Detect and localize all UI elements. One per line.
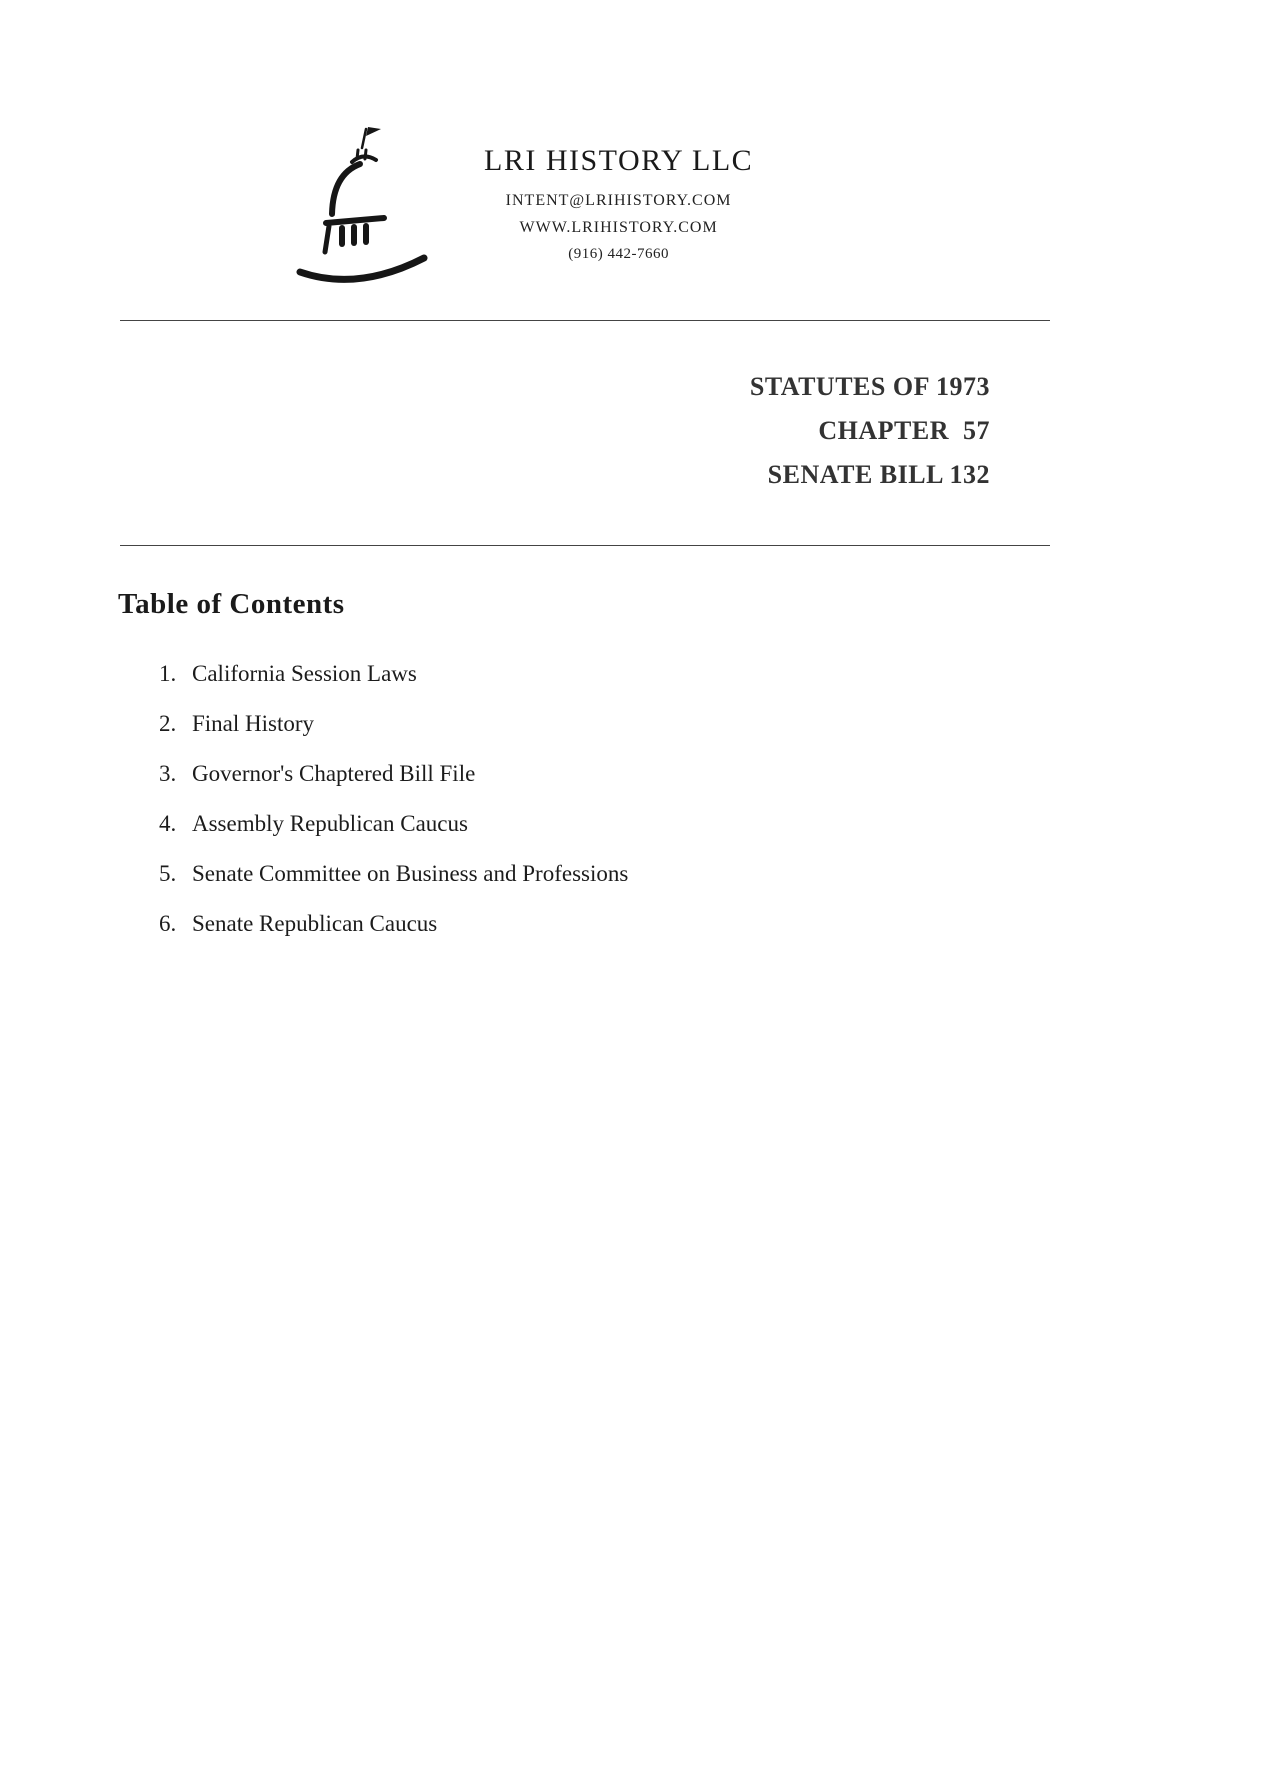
capitol-dome-logo-icon [296,126,436,286]
company-name: LRI HISTORY LLC [484,144,754,177]
toc-item: 4. Assembly Republican Caucus [182,811,1276,837]
toc-item: 3. Governor's Chaptered Bill File [182,761,1276,787]
company-block [484,144,753,272]
statutes-line: STATUTES OF 1973 [749,372,990,401]
letterhead [296,126,1276,286]
chapter-line: CHAPTER 57 [818,416,990,445]
divider-top [120,320,1050,321]
toc-item: 2. Final History [182,711,1276,737]
toc-item: 6. Senate Republican Caucus [182,911,1276,937]
divider-bottom [120,545,1050,546]
senate-bill-line: SENATE BILL 132 [767,460,990,489]
toc-item: 5. Senate Committee on Business and Professions [182,861,1276,887]
toc-item: 1. California Session Laws [182,661,1276,687]
company-email: INTENT@LRIHISTORY.COM [505,192,732,209]
document-title-block [0,365,990,497]
company-phone: (916) 442-7660 [568,246,669,262]
toc-heading: Table of Contents [118,588,345,620]
company-website: WWW.LRIHISTORY.COM [519,219,718,236]
toc-list [0,661,1276,937]
